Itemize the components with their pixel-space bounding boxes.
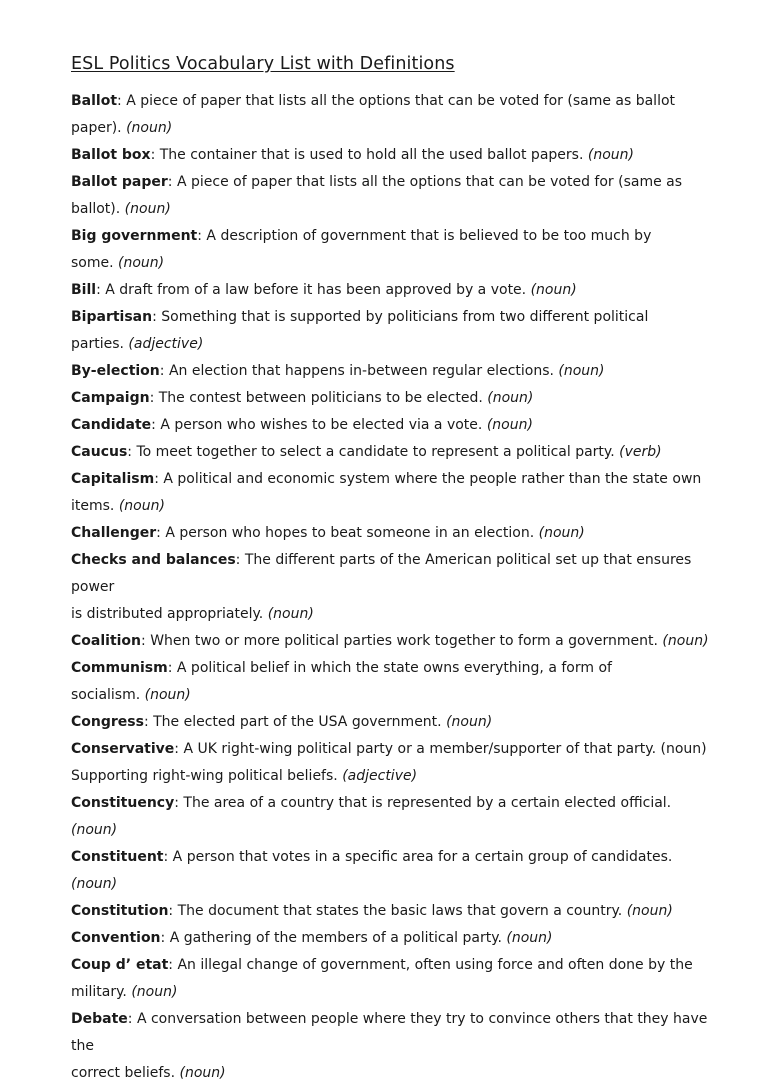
vocab-term: Constituency	[71, 795, 175, 811]
vocab-term: Constituent	[71, 849, 164, 865]
part-of-speech: (adjective)	[128, 336, 204, 352]
part-of-speech: (noun)	[486, 417, 533, 433]
term-separator: :	[168, 957, 178, 973]
vocab-term: Caucus	[71, 444, 128, 460]
vocab-term: Capitalism	[71, 471, 155, 487]
part-of-speech: (noun)	[538, 525, 585, 541]
vocab-term: Ballot box	[71, 147, 151, 163]
vocab-term: Checks and balances	[71, 552, 236, 568]
vocab-entry	[71, 412, 721, 439]
vocab-definition: A draft from of a law before it has been approved by a vote.	[105, 282, 527, 298]
vocab-term: By-election	[71, 363, 160, 379]
vocab-entry	[71, 925, 721, 952]
vocab-entry	[71, 466, 721, 520]
vocab-term: Communism	[71, 660, 168, 676]
part-of-speech: (noun)	[530, 282, 577, 298]
vocab-entry	[71, 88, 721, 142]
term-separator: :	[167, 174, 177, 190]
vocab-entry	[71, 169, 721, 223]
term-separator: :	[151, 417, 161, 433]
term-separator: :	[235, 552, 245, 568]
term-separator: :	[156, 525, 166, 541]
part-of-speech: (verb)	[619, 444, 662, 460]
term-separator: :	[167, 660, 177, 676]
term-separator: :	[141, 633, 151, 649]
vocab-entry	[71, 385, 721, 412]
vocab-entry	[71, 304, 721, 358]
vocab-definition: A person who wishes to be elected via a vote.	[160, 417, 483, 433]
vocab-term: Campaign	[71, 390, 150, 406]
vocab-definition: A description of government that is believed to be too much by some.	[71, 228, 652, 271]
vocab-definition: The container that is used to hold all the used ballot papers.	[159, 147, 584, 163]
term-separator: :	[127, 1011, 137, 1027]
part-of-speech: (noun)	[124, 201, 171, 217]
vocab-term: Coalition	[71, 633, 142, 649]
vocab-definition: An election that happens in-between regular elections.	[168, 363, 554, 379]
part-of-speech: (noun)	[144, 687, 191, 703]
vocab-entry	[71, 142, 721, 169]
vocab-definition: A political and economic system where the people rather than the state own items.	[71, 471, 702, 514]
vocab-entry	[71, 277, 721, 304]
vocab-entry	[71, 439, 721, 466]
part-of-speech: (noun)	[118, 255, 165, 271]
vocab-entry	[71, 709, 721, 736]
document-page	[71, 52, 721, 1087]
page-title: ESL Politics Vocabulary List with Definitions	[71, 54, 455, 74]
part-of-speech: (noun)	[587, 147, 634, 163]
vocab-entry	[71, 736, 721, 790]
vocab-entry	[71, 1006, 721, 1087]
term-separator: :	[174, 795, 184, 811]
vocab-definition: Something that is supported by politicians from two different political parties.	[71, 309, 649, 352]
vocab-entry	[71, 655, 721, 709]
part-of-speech: (noun)	[558, 363, 605, 379]
term-separator: :	[154, 471, 164, 487]
vocab-definition: The document that states the basic laws that govern a country.	[177, 903, 623, 919]
term-separator: :	[174, 741, 184, 757]
term-separator: :	[143, 714, 154, 730]
vocab-definition: To meet together to select a candidate to represent a political party.	[136, 444, 615, 460]
part-of-speech: (noun)	[71, 822, 118, 838]
vocab-term: Conservative	[71, 741, 175, 757]
term-separator: :	[96, 282, 106, 298]
part-of-speech: (noun)	[662, 633, 709, 649]
vocab-term: Bipartisan	[71, 309, 153, 325]
vocab-definition: A political belief in which the state owns everything, a form of socialism.	[71, 660, 612, 703]
vocab-definition: A person who hopes to beat someone in an election.	[165, 525, 535, 541]
part-of-speech: (noun)	[267, 606, 314, 622]
part-of-speech: (noun)	[118, 498, 165, 514]
term-separator: :	[152, 309, 162, 325]
part-of-speech: (noun)	[626, 903, 673, 919]
vocab-entry	[71, 520, 721, 547]
term-separator: :	[127, 444, 137, 460]
vocab-term: Convention	[71, 930, 161, 946]
term-separator: :	[197, 228, 207, 244]
vocab-definition: A gathering of the members of a political party.	[169, 930, 502, 946]
vocab-definition: The elected part of the USA government.	[153, 714, 442, 730]
vocab-term: Congress	[71, 714, 144, 730]
vocab-term: Big government	[71, 228, 198, 244]
vocab-definition: A person that votes in a specific area for a certain group of candidates.	[172, 849, 673, 865]
vocab-definition: The contest between politicians to be elected.	[158, 390, 483, 406]
vocab-term: Challenger	[71, 525, 157, 541]
vocab-definition: A conversation between people where they try to convince others that they have the correct beliefs.	[71, 1011, 708, 1081]
vocab-entry	[71, 547, 721, 628]
vocab-entry	[71, 223, 721, 277]
vocab-definition: When two or more political parties work together to form a government.	[150, 633, 658, 649]
vocab-term: Constitution	[71, 903, 169, 919]
vocab-entry	[71, 628, 721, 655]
vocabulary-list	[71, 88, 721, 1087]
part-of-speech: (noun)	[179, 1065, 226, 1081]
vocab-entry	[71, 952, 721, 1006]
vocab-term: Ballot	[71, 93, 118, 109]
vocab-entry	[71, 358, 721, 385]
vocab-term: Ballot paper	[71, 174, 168, 190]
vocab-entry	[71, 790, 721, 844]
term-separator: :	[150, 147, 160, 163]
vocab-entry	[71, 898, 721, 925]
vocab-term: Coup d’ etat	[71, 957, 169, 973]
part-of-speech: (noun)	[126, 120, 173, 136]
vocab-definition: The area of a country that is represented by a certain elected official.	[183, 795, 672, 811]
vocab-definition: A piece of paper that lists all the options that can be voted for (same as ballot).	[71, 174, 683, 217]
term-separator: :	[168, 903, 178, 919]
part-of-speech: (noun)	[487, 390, 534, 406]
vocab-definition: A piece of paper that lists all the options that can be voted for (same as ballot paper).	[71, 93, 676, 136]
term-separator: :	[163, 849, 173, 865]
vocab-definition: A UK right-wing political party or a member/supporter of that party. (noun) Supporting right-wing political beliefs.	[71, 741, 707, 784]
part-of-speech: (noun)	[71, 876, 118, 892]
term-separator: :	[159, 363, 169, 379]
vocab-definition: The different parts of the American political set up that ensures power is distributed appropriately.	[71, 552, 692, 622]
vocab-entry	[71, 844, 721, 898]
part-of-speech: (noun)	[506, 930, 553, 946]
vocab-term: Debate	[71, 1011, 128, 1027]
vocab-definition: An illegal change of government, often using force and often done by the military.	[71, 957, 693, 1000]
vocab-term: Bill	[71, 282, 97, 298]
term-separator: :	[149, 390, 159, 406]
part-of-speech: (adjective)	[342, 768, 418, 784]
vocab-term: Candidate	[71, 417, 152, 433]
term-separator: :	[117, 93, 127, 109]
part-of-speech: (noun)	[131, 984, 178, 1000]
term-separator: :	[160, 930, 170, 946]
part-of-speech: (noun)	[446, 714, 493, 730]
